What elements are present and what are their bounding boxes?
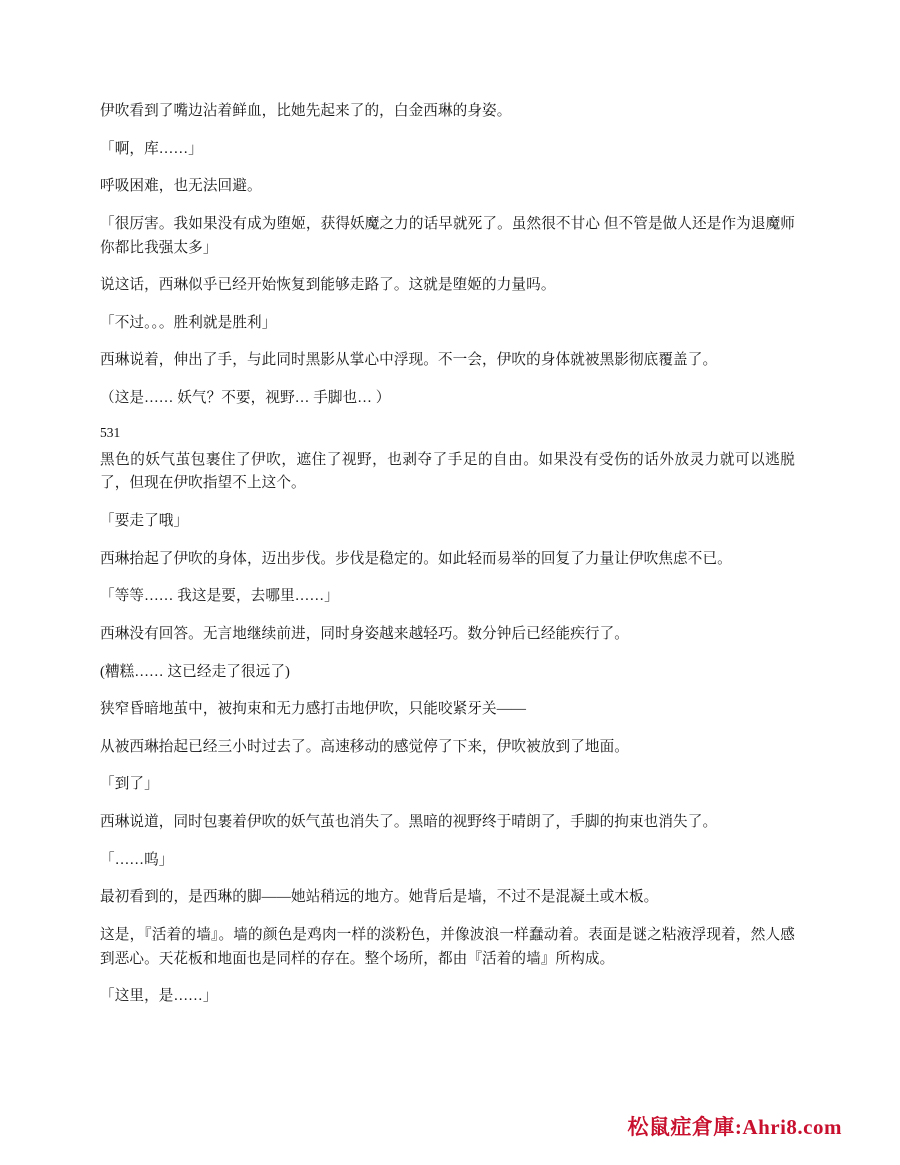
- paragraph: 最初看到的，是西琳的脚——她站稍远的地方。她背后是墙，不过不是混凝土或木板。: [100, 889, 659, 906]
- paragraph: 这是，『活着的墙』。墙的颜色是鸡肉一样的淡粉色，并像波浪一样蠢动着。表面是谜之粘液浮现着，然人感到恶心。天花板和地面也是同样的存在。整个场所，都由『活着的墙』所构成。: [100, 926, 795, 967]
- paragraph: 伊吹看到了嘴边沾着鲜血，比她先起来了的，白金西琳的身姿。: [100, 103, 512, 119]
- paragraph: 「很厉害。我如果没有成为堕姬，获得妖魔之力的话早就死了。虽然很不甘心 但不管是做人还是作为退魔师你都比我强太多」: [100, 215, 795, 256]
- paragraph: 「啊，库……」: [100, 140, 203, 157]
- paragraph: 西琳说道，同时包裹着伊吹的妖气茧也消失了。黑暗的视野终于晴朗了，手脚的拘束也消失了。: [100, 814, 718, 831]
- watermark: 松鼠症倉庫:Ahri8.com: [627, 1115, 842, 1139]
- paragraph: （这是…… 妖气？不要，视野… 手脚也… ）: [100, 390, 391, 407]
- paragraph: 狭窄昏暗地茧中，被拘束和无力感打击地伊吹，只能咬紧牙关——: [100, 701, 527, 718]
- paragraph: 「这里，是……」: [100, 988, 218, 1005]
- paragraph: 「要走了哦」: [100, 512, 189, 529]
- paragraph: 西琳抬起了伊吹的身体，迈出步伐。步伐是稳定的。如此轻而易举的回复了力量让伊吹焦虑不已。: [100, 550, 732, 567]
- document-body: [100, 100, 795, 1023]
- paragraph: (糟糕…… 这已经走了很远了): [100, 663, 290, 680]
- paragraph: 说这话，西琳似乎已经开始恢复到能够走路了。这就是堕姬的力量吗。: [100, 277, 556, 294]
- paragraph: 「到了」: [100, 776, 159, 793]
- paragraph: 呼吸困难，也无法回避。: [100, 178, 262, 195]
- paragraph: 「等等…… 我这是要，去哪里……」: [100, 588, 339, 605]
- paragraph: 从被西琳抬起已经三小时过去了。高速移动的感觉停了下来，伊吹被放到了地面。: [100, 738, 629, 755]
- paragraph: 黑色的妖气茧包裹住了伊吹，遮住了视野，也剥夺了手足的自由。如果没有受伤的话外放灵力就可以逃脱了，但现在伊吹指望不上这个。: [100, 451, 795, 492]
- page-number-marker: 531: [100, 424, 121, 440]
- paragraph: 西琳没有回答。无言地继续前进，同时身姿越来越轻巧。数分钟后已经能疾行了。: [100, 625, 629, 642]
- paragraph: 「不过。。。胜利就是胜利」: [100, 314, 277, 331]
- paragraph: 西琳说着，伸出了手，与此同时黑影从掌心中浮现。不一会，伊吹的身体就被黑影彻底覆盖了。: [100, 352, 718, 369]
- paragraph: 「……呜」: [100, 851, 174, 868]
